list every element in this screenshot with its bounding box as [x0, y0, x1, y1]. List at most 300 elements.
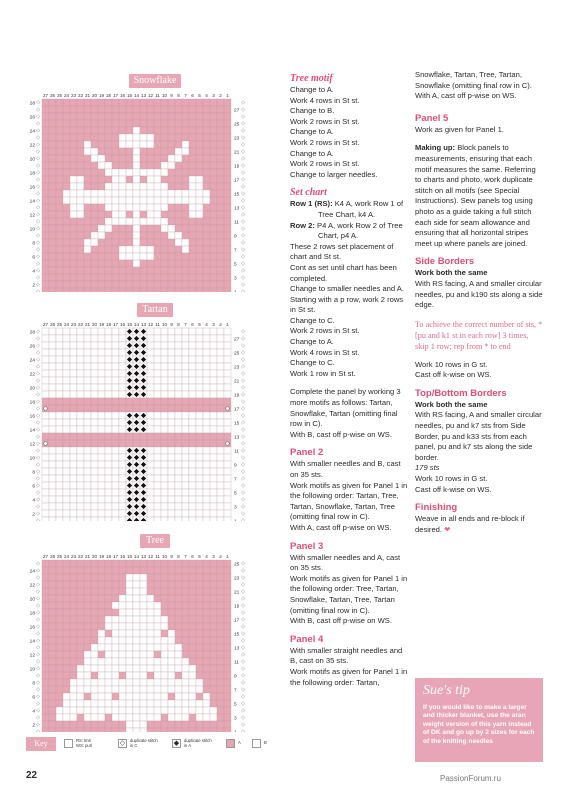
snowflake-cell — [77, 288, 84, 292]
tartan-cell — [196, 503, 203, 510]
tree-cell — [105, 658, 112, 665]
snowflake-cell — [196, 99, 203, 106]
snowflake-cell — [63, 155, 70, 162]
tartan-cell — [77, 363, 84, 370]
snowflake-cell — [84, 162, 91, 169]
snowflake-cell — [126, 127, 133, 134]
tartan-cell — [105, 363, 112, 370]
snowflake-row-number: 8 — [32, 241, 35, 247]
tartan-cell — [42, 503, 49, 510]
tree-cell — [133, 714, 140, 721]
edge-stitch-icon — [36, 477, 40, 481]
tree-cell — [147, 574, 154, 581]
tartan-cell — [70, 426, 77, 433]
snowflake-cell — [133, 176, 140, 183]
snowflake-cell — [182, 232, 189, 239]
tree-cell — [126, 721, 133, 728]
tree-cell — [49, 686, 56, 693]
tree-cell — [196, 672, 203, 679]
tree-cell — [140, 637, 147, 644]
snowflake-cell — [98, 155, 105, 162]
tartan-cell — [98, 391, 105, 398]
tartan-cell — [161, 328, 168, 335]
snowflake-cell — [161, 225, 168, 232]
snowflake-cell — [224, 197, 231, 204]
snowflake-cell — [105, 253, 112, 260]
tree-cell — [91, 728, 98, 732]
snowflake-cell — [42, 169, 49, 176]
tartan-cell — [203, 440, 210, 447]
tree-cell — [84, 672, 91, 679]
snowflake-cell — [203, 204, 210, 211]
snowflake-cell — [147, 155, 154, 162]
tartan-cell — [196, 377, 203, 384]
tartan-cell — [196, 454, 203, 461]
snowflake-cell — [210, 127, 217, 134]
tree-cell — [175, 560, 182, 567]
tartan-cell — [42, 468, 49, 475]
tree-cell — [203, 714, 210, 721]
snowflake-cell — [119, 134, 126, 141]
tree-cell — [63, 560, 70, 567]
tree-cell — [175, 595, 182, 602]
tree-cell — [77, 574, 84, 581]
snowflake-cell — [189, 162, 196, 169]
tartan-cell — [112, 419, 119, 426]
tartan-cell — [189, 482, 196, 489]
tartan-cell — [154, 503, 161, 510]
snowflake-cell — [98, 106, 105, 113]
tartan-cell — [168, 440, 175, 447]
tartan-cell — [154, 461, 161, 468]
tartan-cell — [196, 405, 203, 412]
tree-cell — [203, 658, 210, 665]
tree-cell — [49, 595, 56, 602]
tree-cell — [84, 651, 91, 658]
tree-cell — [98, 581, 105, 588]
tartan-cell — [70, 398, 77, 405]
snowflake-cell — [182, 155, 189, 162]
tree-cell — [91, 700, 98, 707]
tree-cell — [112, 714, 119, 721]
tartan-cell — [91, 363, 98, 370]
snowflake-cell — [105, 225, 112, 232]
snowflake-cell — [112, 246, 119, 253]
snowflake-cell — [63, 120, 70, 127]
snowflake-cell — [154, 183, 161, 190]
snowflake-cell — [70, 141, 77, 148]
tree-cell — [175, 693, 182, 700]
snowflake-cell — [161, 99, 168, 106]
snowflake-cell — [91, 99, 98, 106]
row2-label: Row 2: — [290, 220, 315, 230]
tree-cell — [196, 588, 203, 595]
tree-cell — [112, 651, 119, 658]
tree-cell — [70, 560, 77, 567]
snowflake-cell — [189, 183, 196, 190]
snowflake-cell — [126, 267, 133, 274]
snowflake-cell — [147, 274, 154, 281]
tartan-row-number: 21 — [234, 379, 240, 385]
tartan-cell — [42, 482, 49, 489]
tartan-cell — [49, 461, 56, 468]
snowflake-cell — [182, 148, 189, 155]
tartan-cell — [70, 461, 77, 468]
tartan-cell — [147, 391, 154, 398]
snowflake-cell — [49, 155, 56, 162]
tartan-cell — [98, 377, 105, 384]
tartan-cell — [154, 328, 161, 335]
edge-stitch-icon — [36, 407, 40, 411]
tartan-row-number: 9 — [234, 463, 237, 469]
snowflake-cell — [70, 288, 77, 292]
edge-stitch-icon — [241, 695, 245, 699]
snowflake-cell — [98, 274, 105, 281]
snowflake-row-number: 26 — [29, 115, 35, 121]
tree-cell — [210, 588, 217, 595]
tree-row-number: 10 — [29, 667, 35, 673]
edge-stitch-icon — [241, 583, 245, 587]
edge-stitch-icon — [241, 185, 245, 189]
tartan-cell — [84, 510, 91, 517]
tartan-cell — [98, 384, 105, 391]
tree-cell — [189, 707, 196, 714]
snowflake-cell — [168, 106, 175, 113]
snowflake-cell — [196, 239, 203, 246]
snowflake-cell — [161, 113, 168, 120]
snowflake-cell — [140, 99, 147, 106]
snowflake-cell — [182, 260, 189, 267]
edge-stitch-icon — [36, 723, 40, 727]
footer-site: PassionForum.ru — [440, 774, 501, 783]
tree-cell — [119, 686, 126, 693]
tree-cell — [147, 693, 154, 700]
tartan-cell — [168, 468, 175, 475]
tartan-cell — [189, 433, 196, 440]
snowflake-cell — [217, 211, 224, 218]
tartan-cell — [147, 412, 154, 419]
tree-col-number: 12 — [147, 554, 154, 559]
tartan-cell — [196, 468, 203, 475]
tartan-cell — [98, 405, 105, 412]
snowflake-cell — [133, 120, 140, 127]
snowflake-cell — [224, 225, 231, 232]
snowflake-cell — [63, 106, 70, 113]
snowflake-cell — [91, 134, 98, 141]
tartan-cell — [42, 461, 49, 468]
tree-cell — [175, 721, 182, 728]
snowflake-cell — [147, 197, 154, 204]
tree-cell — [126, 665, 133, 672]
tree-cell — [182, 602, 189, 609]
edge-stitch-icon — [241, 143, 245, 147]
set-chart-line: Change to C. — [290, 315, 335, 325]
tree-cell — [126, 581, 133, 588]
tree-cell — [210, 707, 217, 714]
tartan-col-number: 1 — [226, 322, 229, 327]
snowflake-cell — [42, 106, 49, 113]
tree-cell — [98, 665, 105, 672]
snowflake-cell — [84, 120, 91, 127]
snowflake-cell — [196, 141, 203, 148]
snowflake-cell — [105, 232, 112, 239]
edge-stitch-icon — [241, 386, 245, 390]
tartan-cell — [189, 335, 196, 342]
tartan-cell — [119, 356, 126, 363]
edge-stitch-icon — [36, 178, 40, 182]
tree-cell — [224, 560, 231, 567]
tree-cell — [224, 721, 231, 728]
tartan-cell — [77, 342, 84, 349]
tartan-cell — [42, 412, 49, 419]
tartan-cell — [203, 391, 210, 398]
tartan-cell — [147, 405, 154, 412]
tree-motif-line: Work 2 rows in St st. — [290, 116, 360, 126]
snowflake-col-number: 5 — [198, 93, 201, 98]
tartan-col-number: 2 — [219, 322, 222, 327]
tree-cell — [224, 595, 231, 602]
tartan-cell — [161, 496, 168, 503]
tartan-cell — [168, 433, 175, 440]
snowflake-cell — [77, 127, 84, 134]
tree-cell — [189, 623, 196, 630]
tree-cell — [217, 665, 224, 672]
tree-cell — [182, 630, 189, 637]
tree-cell — [217, 637, 224, 644]
snowflake-cell — [70, 253, 77, 260]
tree-cell — [147, 714, 154, 721]
tartan-cell — [203, 482, 210, 489]
tartan-cell — [217, 349, 224, 356]
tartan-cell — [77, 503, 84, 510]
snowflake-cell — [112, 253, 119, 260]
edge-stitch-icon — [36, 351, 40, 355]
tartan-col-number: 11 — [155, 322, 160, 327]
tree-cell — [56, 616, 63, 623]
tree-cell — [217, 644, 224, 651]
tree-cell — [84, 679, 91, 686]
edge-stitch-icon — [241, 283, 245, 287]
snowflake-cell — [49, 141, 56, 148]
tartan-row-number: 27 — [234, 337, 240, 343]
tree-cell — [119, 665, 126, 672]
tartan-cell — [182, 342, 189, 349]
edge-stitch-icon — [36, 220, 40, 224]
snowflake-cell — [133, 288, 140, 292]
tree-cell — [189, 637, 196, 644]
snowflake-cell — [70, 120, 77, 127]
tree-row-number: 2 — [32, 723, 35, 729]
tartan-cell — [196, 447, 203, 454]
snowflake-cell — [161, 232, 168, 239]
tree-cell — [182, 721, 189, 728]
snowflake-cell — [168, 183, 175, 190]
snowflake-cell — [168, 232, 175, 239]
snowflake-cell — [91, 218, 98, 225]
snowflake-cell — [189, 274, 196, 281]
tree-cell — [161, 700, 168, 707]
tartan-cell — [175, 433, 182, 440]
snowflake-col-number: 16 — [119, 93, 126, 98]
tree-cell — [77, 686, 84, 693]
tartan-cell — [112, 503, 119, 510]
snowflake-cell — [126, 274, 133, 281]
snowflake-cell — [175, 141, 182, 148]
snowflake-cell — [189, 113, 196, 120]
snowflake-cell — [56, 155, 63, 162]
tree-cell — [77, 721, 84, 728]
tartan-cell — [203, 370, 210, 377]
snowflake-cell — [154, 225, 161, 232]
tartan-cell — [224, 370, 231, 377]
snowflake-cell — [126, 134, 133, 141]
snowflake-cell — [42, 120, 49, 127]
tree-cell — [196, 651, 203, 658]
snowflake-cell — [161, 127, 168, 134]
tree-motif-line: Change to larger needles. — [290, 169, 378, 179]
tartan-cell — [63, 398, 70, 405]
tartan-cell — [119, 454, 126, 461]
tree-cell — [210, 644, 217, 651]
snowflake-cell — [217, 127, 224, 134]
tartan-cell — [147, 461, 154, 468]
complete-panel-text: Complete the panel by working 3 more motifs as follows: Tartan, Snowflake, Tartan (omitting final row in C). — [290, 387, 401, 429]
tree-cell — [154, 686, 161, 693]
tree-cell — [224, 679, 231, 686]
snowflake-col-number: 26 — [49, 93, 56, 98]
tartan-cell — [224, 433, 231, 440]
tree-cell — [217, 623, 224, 630]
snowflake-cell — [140, 281, 147, 288]
tree-cell — [203, 651, 210, 658]
snowflake-cell — [147, 246, 154, 253]
tartan-cell — [84, 377, 91, 384]
snowflake-cell — [168, 204, 175, 211]
snowflake-cell — [203, 260, 210, 267]
edge-stitch-icon — [241, 477, 245, 481]
tree-cell — [98, 644, 105, 651]
tree-cell — [84, 595, 91, 602]
tartan-cell — [154, 482, 161, 489]
tartan-cell — [203, 517, 210, 521]
snowflake-cell — [182, 106, 189, 113]
edge-stitch-icon — [241, 512, 245, 516]
snowflake-cell — [91, 204, 98, 211]
snowflake-cell — [133, 99, 140, 106]
tartan-row-number: 19 — [234, 393, 240, 399]
tartan-cell — [49, 475, 56, 482]
tartan-col-number: 7 — [184, 322, 187, 327]
snowflake-cell — [105, 176, 112, 183]
tartan-cell — [91, 461, 98, 468]
snowflake-cell — [42, 253, 49, 260]
edge-stitch-icon — [241, 709, 245, 713]
tree-cell — [203, 616, 210, 623]
tartan-cell — [147, 489, 154, 496]
edge-stitch-icon — [241, 449, 245, 453]
snowflake-cell — [154, 148, 161, 155]
tree-cell — [175, 714, 182, 721]
tree-cell — [49, 679, 56, 686]
snowflake-cell — [154, 162, 161, 169]
tree-cell — [182, 693, 189, 700]
edge-stitch-icon — [36, 435, 40, 439]
tartan-cell — [182, 503, 189, 510]
tree-cell — [196, 644, 203, 651]
tree-col-number: 17 — [112, 554, 119, 559]
tree-cell — [210, 630, 217, 637]
snowflake-cell — [77, 253, 84, 260]
tree-cell — [42, 707, 49, 714]
snowflake-cell — [140, 148, 147, 155]
tartan-col-number: 17 — [112, 322, 119, 327]
tree-cell — [49, 721, 56, 728]
tree-cell — [203, 721, 210, 728]
heart-icon: ❤ — [444, 524, 451, 534]
tree-cell — [98, 686, 105, 693]
tartan-cell — [119, 342, 126, 349]
tartan-cell — [196, 398, 203, 405]
tartan-cell — [70, 342, 77, 349]
tip-body: If you would like to make a larger and thicker blanket, use the aran weight version of this yarn instead of DK and go up by 2 sizes for each of the knitting needles — [423, 704, 535, 745]
snowflake-cell — [56, 148, 63, 155]
tree-cell — [140, 588, 147, 595]
tree-cell — [105, 574, 112, 581]
tartan-cell — [91, 440, 98, 447]
tree-cell — [147, 637, 154, 644]
tartan-cell — [224, 335, 231, 342]
tartan-cell — [133, 440, 140, 447]
tree-cell — [42, 616, 49, 623]
snowflake-cell — [112, 211, 119, 218]
snowflake-cell — [70, 148, 77, 155]
tartan-cell — [119, 433, 126, 440]
snowflake-cell — [224, 148, 231, 155]
tartan-cell — [77, 398, 84, 405]
tartan-cell — [168, 377, 175, 384]
snowflake-cell — [91, 253, 98, 260]
snowflake-cell — [182, 288, 189, 292]
tartan-cell — [154, 349, 161, 356]
tree-cell — [182, 651, 189, 658]
snowflake-cell — [182, 141, 189, 148]
snowflake-cell — [91, 246, 98, 253]
snowflake-cell — [147, 120, 154, 127]
tartan-cell — [91, 510, 98, 517]
snowflake-cell — [154, 141, 161, 148]
tartan-cell — [112, 496, 119, 503]
tartan-cell — [189, 370, 196, 377]
tartan-cell — [84, 328, 91, 335]
edge-stitch-icon — [36, 512, 40, 516]
tree-cell — [224, 644, 231, 651]
tartan-cell — [77, 370, 84, 377]
snowflake-cell — [168, 246, 175, 253]
tartan-cell — [147, 454, 154, 461]
page-number: 22 — [26, 770, 38, 781]
tartan-cell — [105, 496, 112, 503]
edge-stitch-icon — [241, 611, 245, 615]
snowflake-cell — [210, 169, 217, 176]
tartan-cell — [147, 447, 154, 454]
edge-stitch-icon — [241, 379, 245, 383]
snowflake-cell — [42, 288, 49, 292]
tartan-cell — [175, 356, 182, 363]
tartan-cell — [70, 482, 77, 489]
tree-cell — [91, 560, 98, 567]
snowflake-cell — [112, 197, 119, 204]
tree-cell — [119, 658, 126, 665]
